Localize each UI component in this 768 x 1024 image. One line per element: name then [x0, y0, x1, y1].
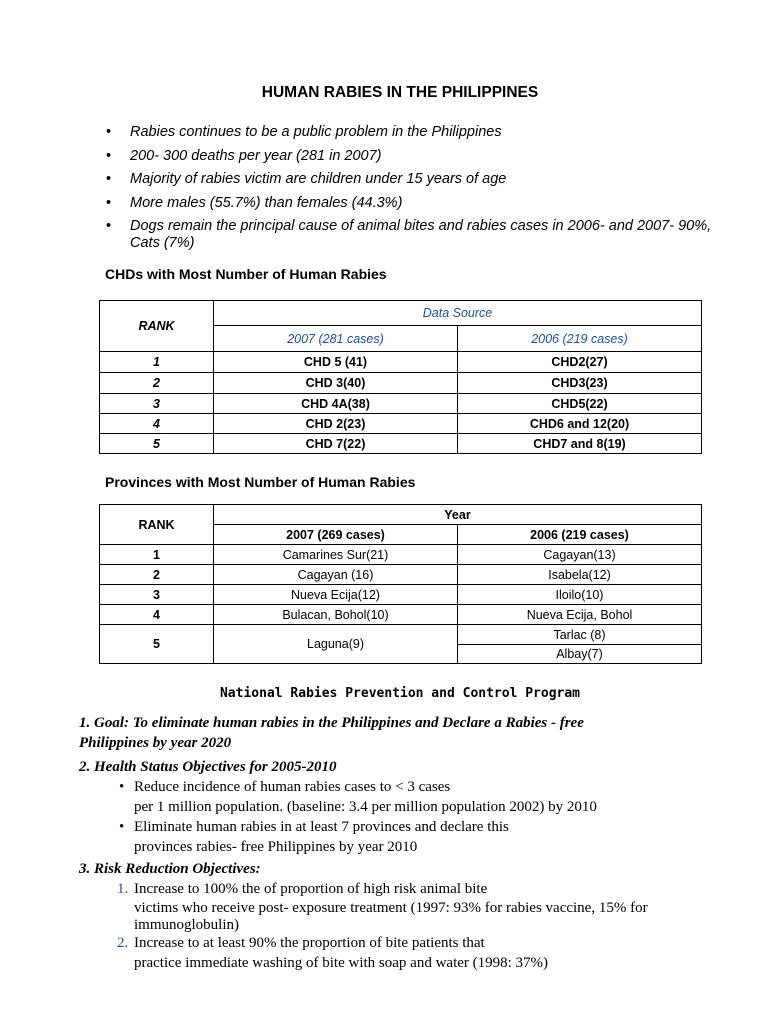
- cell-2007: Camarines Sur(21): [214, 545, 458, 565]
- cell-2006: CHD6 and 12(20): [458, 414, 702, 434]
- fact-item: • 200- 300 deaths per year (281 in 2007): [106, 148, 726, 165]
- goal-heading: [79, 713, 719, 753]
- year-2006-header: 2006 (219 cases): [458, 326, 702, 352]
- table-row: [100, 545, 702, 565]
- provinces-heading: Provinces with Most Number of Human Rabies: [105, 474, 416, 490]
- data-source-header: Data Source: [214, 301, 702, 326]
- cell-2006: CHD3(23): [458, 373, 702, 394]
- cell-2006: Albay(7): [458, 645, 702, 664]
- health-heading: 2. Health Status Objectives for 2005-2010: [79, 759, 337, 775]
- list-item-text: • Eliminate human rabies in at least 7 provinces and declare this: [134, 819, 509, 835]
- list-item-text: provinces rabies- free Philippines by year 2010: [134, 839, 418, 855]
- rank-header: RANK: [100, 301, 214, 352]
- cell-2006: Tarlac (8): [458, 625, 702, 645]
- list-number: 2.: [117, 935, 129, 951]
- year-2007-header: 2007 (281 cases): [214, 326, 458, 352]
- list-item-text: immunoglobulin): [134, 917, 239, 933]
- table-row: [100, 414, 702, 434]
- cell-2007: CHD 7(22): [214, 434, 458, 454]
- rank-cell: 3: [100, 394, 214, 414]
- list-item-text: per 1 million population. (baseline: 3.4 per million population 2002) by 2010: [134, 799, 597, 815]
- rank-cell: 3: [100, 585, 214, 605]
- cell-2006: CHD5(22): [458, 394, 702, 414]
- list-item-text: victims who receive post- exposure treatment (1997: 93% for rabies vaccine, 15% for: [134, 900, 648, 916]
- table-row: [100, 394, 702, 414]
- provinces-table: [99, 504, 702, 664]
- page-title: HUMAN RABIES IN THE PHILIPPINES: [261, 84, 539, 101]
- list-number: 1.: [117, 881, 129, 897]
- facts-list: [106, 124, 726, 259]
- chds-table: [99, 300, 702, 454]
- chds-heading: CHDs with Most Number of Human Rabies: [105, 266, 387, 282]
- cell-2007: Laguna(9): [214, 625, 458, 664]
- list-item-text: practice immediate washing of bite with soap and water (1998: 37%): [134, 955, 549, 971]
- list-item: [79, 933, 719, 973]
- cell-2006: Cagayan(13): [458, 545, 702, 565]
- cell-2006: Isabela(12): [458, 565, 702, 585]
- list-item-text: Increase to at least 90% the proportion of bite patients that: [134, 935, 485, 951]
- program-title: National Rabies Prevention and Control Program: [219, 686, 581, 701]
- cell-2007: Cagayan (16): [214, 565, 458, 585]
- rank-header: RANK: [100, 505, 214, 545]
- cell-2007: CHD 5 (41): [214, 352, 458, 373]
- cell-2007: CHD 4A(38): [214, 394, 458, 414]
- list-item-text: Increase to 100% the of proportion of high risk animal bite: [134, 881, 488, 897]
- fact-item: • Dogs remain the principal cause of animal bites and rabies cases in 2006- and 2007- 90%, Cats (7%): [106, 218, 726, 252]
- fact-item: • More males (55.7%) than females (44.3%): [106, 195, 726, 212]
- goal-line: 1. Goal: To eliminate human rabies in the Philippines and Declare a Rabies - free: [79, 715, 584, 731]
- rank-cell: 5: [100, 434, 214, 454]
- list-item: [79, 817, 719, 857]
- cell-2006: Iloilo(10): [458, 585, 702, 605]
- year-2006-header: 2006 (219 cases): [458, 525, 702, 545]
- cell-2007: CHD 3(40): [214, 373, 458, 394]
- risk-heading: 3. Risk Reduction Objectives:: [79, 861, 261, 877]
- year-header: Year: [214, 505, 702, 525]
- fact-item: • Majority of rabies victim are children under 15 years of age: [106, 171, 726, 188]
- rank-cell: 5: [100, 625, 214, 664]
- table-row: [100, 352, 702, 373]
- cell-2006: CHD2(27): [458, 352, 702, 373]
- table-row: [100, 585, 702, 605]
- table-row: [100, 565, 702, 585]
- cell-2006: CHD7 and 8(19): [458, 434, 702, 454]
- program-body: [79, 713, 719, 973]
- rank-cell: 2: [100, 373, 214, 394]
- table-row: [100, 434, 702, 454]
- list-item-text: • Reduce incidence of human rabies cases to < 3 cases: [134, 779, 451, 795]
- cell-2007: Bulacan, Bohol(10): [214, 605, 458, 625]
- rank-cell: 2: [100, 565, 214, 585]
- list-item: [79, 879, 719, 933]
- health-objectives-list: [79, 777, 719, 857]
- rank-cell: 4: [100, 414, 214, 434]
- list-item: [79, 777, 719, 817]
- risk-objectives-list: [79, 879, 719, 973]
- table-row: [100, 625, 702, 645]
- rank-cell: 1: [100, 545, 214, 565]
- rank-cell: 1: [100, 352, 214, 373]
- rank-cell: 4: [100, 605, 214, 625]
- cell-2006: Nueva Ecija, Bohol: [458, 605, 702, 625]
- cell-2007: Nueva Ecija(12): [214, 585, 458, 605]
- goal-line: Philippines by year 2020: [79, 735, 232, 751]
- cell-2007: CHD 2(23): [214, 414, 458, 434]
- table-row: [100, 605, 702, 625]
- table-row: [100, 373, 702, 394]
- year-2007-header: 2007 (269 cases): [214, 525, 458, 545]
- fact-item: • Rabies continues to be a public problem in the Philippines: [106, 124, 726, 141]
